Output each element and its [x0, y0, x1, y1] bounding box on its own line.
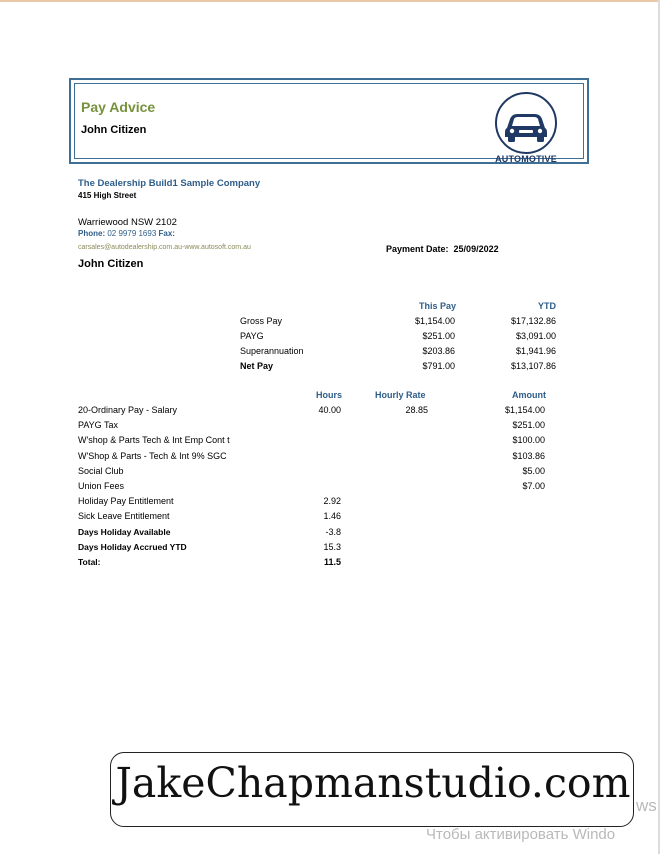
watermark-banner — [110, 752, 634, 827]
detail-amount: $1,154.00 — [504, 405, 545, 415]
summary-label: Superannuation — [240, 346, 304, 356]
pay-advice-header — [69, 78, 589, 164]
detail-amount: $5.00 — [522, 466, 545, 476]
col-header-hourly-rate: Hourly Rate — [375, 390, 426, 400]
detail-label: W'Shop & Parts - Tech & Int 9% SGC — [78, 451, 227, 461]
phone-label: Phone: — [78, 229, 106, 238]
company-street: 415 High Street — [78, 191, 137, 200]
detail-label: PAYG Tax — [78, 420, 119, 430]
payment-date-value: 25/09/2022 — [453, 244, 499, 254]
payment-date — [386, 244, 499, 254]
car-icon — [493, 92, 559, 158]
total-label: Total: — [78, 557, 101, 567]
detail-label: W'shop & Parts Tech & Int Emp Cont t — [78, 435, 230, 445]
summary-ytd: $3,091.00 — [515, 331, 556, 341]
detail-rate: 28.85 — [405, 405, 428, 415]
detail-hours: 40.00 — [318, 405, 341, 415]
detail-label: 20-Ordinary Pay - Salary — [78, 405, 178, 415]
detail-label: Union Fees — [78, 481, 125, 491]
payment-date-label: Payment Date: — [386, 244, 449, 254]
total-hours: 11.5 — [323, 557, 341, 567]
header-employee-name: John Citizen — [81, 124, 147, 136]
header-inner-border — [74, 83, 584, 164]
detail-amount: $100.00 — [512, 435, 545, 445]
detail-hours: -3.8 — [325, 527, 341, 537]
employee-name: John Citizen — [78, 258, 144, 270]
company-phone-line — [78, 229, 175, 238]
col-header-amount: Amount — [512, 390, 546, 400]
detail-amount: $251.00 — [512, 420, 545, 430]
top-border-line — [0, 0, 660, 2]
detail-label-bold: Days Holiday Available — [78, 527, 171, 537]
detail-hours: 1.46 — [323, 511, 341, 521]
detail-label: Social Club — [78, 466, 124, 476]
col-header-ytd: YTD — [538, 301, 556, 311]
watermark-text: JakeChapmanstudio.com — [115, 759, 631, 807]
phone-number: 02 9979 1693 — [107, 229, 157, 238]
summary-ytd: $1,941.96 — [515, 346, 556, 356]
summary-ytd: $17,132.86 — [510, 316, 556, 326]
company-email-web: carsales@autodealership.com.au-www.autosoft.com.au — [78, 244, 251, 251]
summary-label: PAYG — [240, 331, 264, 341]
detail-hours: 2.92 — [323, 496, 341, 506]
fax-label: Fax: — [158, 229, 175, 238]
col-header-hours: Hours — [315, 390, 342, 400]
detail-hours: 15.3 — [323, 542, 341, 552]
detail-amount: $7.00 — [522, 481, 545, 491]
company-name: The Dealership Build1 Sample Company — [78, 178, 261, 189]
logo-wordmark: AUTOMOTIVE — [495, 154, 557, 164]
col-header-this-pay: This Pay — [418, 301, 456, 311]
detail-label: Sick Leave Entitlement — [78, 511, 170, 521]
company-suburb: Warriewood NSW 2102 — [78, 217, 177, 228]
windows-activation-fragment: ws — [636, 796, 657, 815]
summary-this-pay: $251.00 — [422, 331, 455, 341]
summary-ytd: $13,107.86 — [510, 361, 556, 371]
summary-this-pay: $203.86 — [422, 346, 455, 356]
windows-activation-text: Чтобы активировать Windo — [426, 826, 616, 843]
detail-label-bold: Days Holiday Accrued YTD — [78, 542, 187, 552]
document-title: Pay Advice — [81, 99, 156, 115]
summary-label: Gross Pay — [240, 316, 283, 326]
summary-label-net-pay: Net Pay — [240, 361, 274, 371]
summary-this-pay: $1,154.00 — [414, 316, 455, 326]
detail-label: Holiday Pay Entitlement — [78, 496, 174, 506]
summary-this-pay: $791.00 — [422, 361, 455, 371]
detail-amount: $103.86 — [512, 451, 545, 461]
